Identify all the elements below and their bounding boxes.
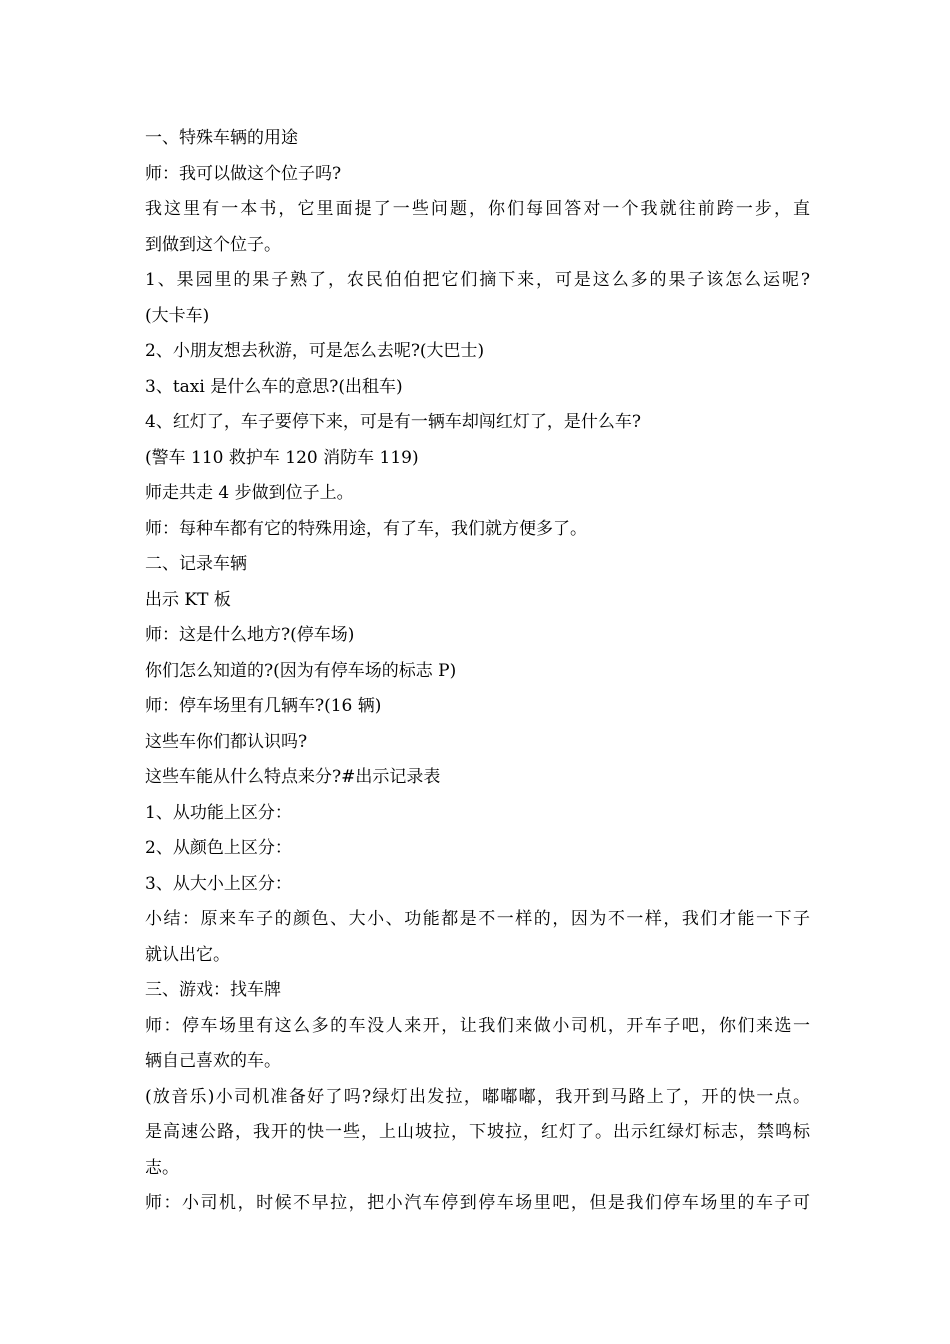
paragraph-line: (放音乐)小司机准备好了吗?绿灯出发拉，嘟嘟嘟，我开到马路上了，开的快一点。 <box>145 1086 810 1107</box>
section-heading-1: 一、特殊车辆的用途 <box>145 128 298 148</box>
question-item-2: 2、小朋友想去秋游，可是怎么去呢?(大巴士) <box>145 341 485 361</box>
section-heading-3: 三、游戏：找车牌 <box>145 980 281 1000</box>
paragraph-line: 这些车你们都认识吗? <box>145 731 308 752</box>
paragraph-line: 到做到这个位子。 <box>145 234 281 255</box>
list-item: 3、从大小上区分： <box>145 873 292 894</box>
paragraph-line: 师：每种车都有它的特殊用途，有了车，我们就方便多了。 <box>145 518 587 539</box>
paragraph-line: 出示 KT 板 <box>145 589 231 610</box>
paragraph-line: 我这里有一本书，它里面提了一些问题，你们每回答对一个我就往前跨一步，直 <box>145 199 810 219</box>
list-item: 2、从颜色上区分： <box>145 838 292 858</box>
document-page <box>145 121 810 1222</box>
paragraph-line: 师：停车场里有这么多的车没人来开，让我们来做小司机，开车子吧，你们来选一 <box>145 1015 810 1036</box>
paragraph-line: 志。 <box>145 1157 179 1178</box>
paragraph-line: 师：停车场里有几辆车?(16 辆) <box>145 696 382 716</box>
paragraph-line: 师：小司机，时候不早拉，把小汽车停到停车场里吧，但是我们停车场里的车子可 <box>145 1193 810 1213</box>
answer-line: (大卡车) <box>145 305 210 326</box>
paragraph-line: 师走共走 4 步做到位子上。 <box>145 483 354 503</box>
list-item: 1、从功能上区分： <box>145 802 292 823</box>
paragraph-line: 你们怎么知道的?(因为有停车场的标志 P) <box>145 660 457 681</box>
paragraph-line: 师：这是什么地方?(停车场) <box>145 625 355 645</box>
paragraph-line: 这些车能从什么特点来分?#出示记录表 <box>145 767 441 787</box>
question-item-1: 1、果园里的果子熟了，农民伯伯把它们摘下来，可是这么多的果子该怎么运呢? <box>145 270 810 290</box>
section-heading-2: 二、记录车辆 <box>145 554 247 574</box>
question-item-3: 3、taxi 是什么车的意思?(出租车) <box>145 376 403 397</box>
summary-line: 小结：原来车子的颜色、大小、功能都是不一样的，因为不一样，我们才能一下子 <box>145 909 810 929</box>
answer-line: (警车 110 救护车 120 消防车 119) <box>145 447 419 468</box>
paragraph-line: 是高速公路，我开的快一些，上山坡拉，下坡拉，红灯了。出示红绿灯标志，禁鸣标 <box>145 1122 810 1142</box>
summary-line: 就认出它。 <box>145 944 230 965</box>
paragraph-line: 辆自己喜欢的车。 <box>145 1051 281 1071</box>
question-item-4: 4、红灯了，车子要停下来，可是有一辆车却闯红灯了，是什么车? <box>145 412 641 432</box>
paragraph-line: 师：我可以做这个位子吗? <box>145 163 342 184</box>
